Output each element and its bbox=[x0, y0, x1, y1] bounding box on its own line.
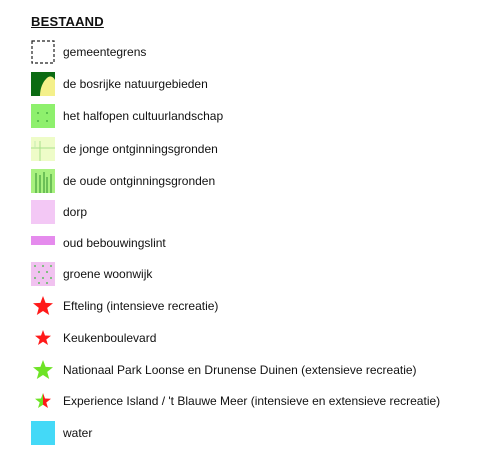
young-reclamation-icon bbox=[31, 137, 55, 161]
legend-label: Nationaal Park Loonse en Drunense Duinen (extensieve recreatie) bbox=[63, 363, 417, 377]
legend-item-old-ribbon bbox=[31, 231, 471, 255]
legend-label: de jonge ontginningsgronden bbox=[63, 142, 218, 156]
legend-label: Keukenboulevard bbox=[63, 331, 157, 345]
legend-label: groene woonwijk bbox=[63, 267, 153, 281]
dashed-boundary-icon bbox=[31, 40, 55, 64]
legend-label: gemeentegrens bbox=[63, 45, 147, 59]
legend-item-village bbox=[31, 200, 471, 224]
legend-item-national-park bbox=[31, 358, 471, 382]
legend-item-keukenboulevard bbox=[31, 326, 471, 350]
legend-label: de oude ontginningsgronden bbox=[63, 174, 216, 188]
water-swatch-icon bbox=[31, 421, 55, 445]
legend-title: BESTAAND bbox=[31, 14, 104, 29]
green-star-icon bbox=[31, 358, 55, 382]
legend-item-old-reclamation bbox=[31, 169, 471, 193]
legend-item-forest bbox=[31, 72, 471, 96]
legend-label: oud bebouwingslint bbox=[63, 236, 166, 250]
legend-item-young-reclamation bbox=[31, 137, 471, 161]
legend-item-experience-island bbox=[31, 389, 471, 413]
legend-label: water bbox=[63, 426, 93, 440]
legend-label: de bosrijke natuurgebieden bbox=[63, 77, 208, 91]
legend-item-gemeentegrens bbox=[31, 40, 471, 64]
legend-item-water bbox=[31, 421, 471, 445]
small-red-star-icon bbox=[31, 326, 55, 350]
old-ribbon-icon bbox=[31, 231, 55, 255]
forest-icon bbox=[31, 72, 55, 96]
legend-label: het halfopen cultuurlandschap bbox=[63, 109, 224, 123]
semi-open-landscape-icon bbox=[31, 104, 55, 128]
legend-label: Experience Island / 't Blauwe Meer (intensieve en extensieve recreatie) bbox=[63, 394, 441, 408]
legend-item-semi-open bbox=[31, 104, 471, 128]
legend-label: dorp bbox=[63, 205, 88, 219]
red-green-star-icon bbox=[31, 389, 55, 413]
village-swatch-icon bbox=[31, 200, 55, 224]
red-star-icon bbox=[31, 294, 55, 318]
old-reclamation-icon bbox=[31, 169, 55, 193]
legend-label: Efteling (intensieve recreatie) bbox=[63, 299, 219, 313]
legend-item-efteling bbox=[31, 294, 471, 318]
legend-item-green-residential bbox=[31, 262, 471, 286]
green-residential-icon bbox=[31, 262, 55, 286]
